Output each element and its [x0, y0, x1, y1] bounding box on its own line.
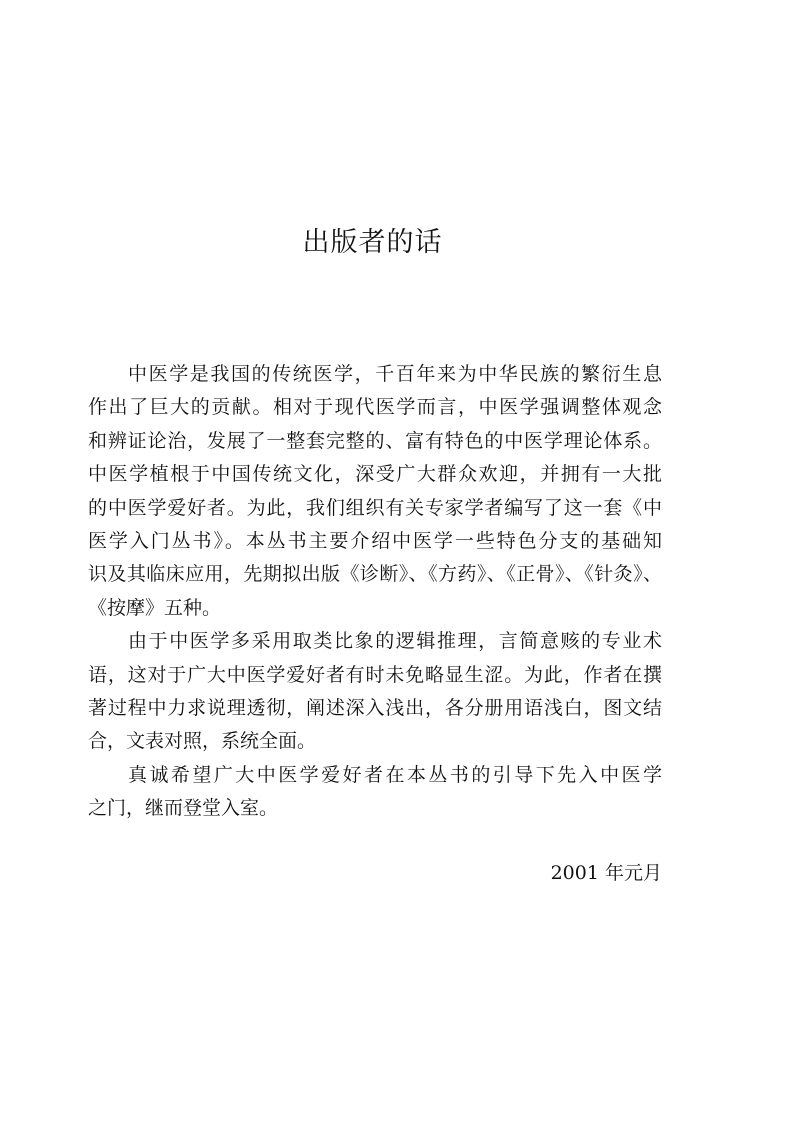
paragraph-2	[88, 625, 662, 759]
paragraph-1	[88, 358, 662, 625]
text-line: 语，这对于广大中医学爱好者有时未免略显生涩。为此，作者在撰	[88, 663, 662, 686]
page-title: 出版者的话	[302, 227, 443, 258]
date-signature: 2001 年元月	[550, 862, 662, 884]
text-line: 著过程中力求说理透彻，阐述深入浅出，各分册用语浅白，图文结	[88, 696, 662, 719]
paragraph-3	[88, 759, 662, 826]
text-line: 真诚希望广大中医学爱好者在本丛书的引导下先入中医学	[128, 763, 662, 786]
text-line: 中医学是我国的传统医学，千百年来为中华民族的繁衍生息	[128, 363, 662, 385]
preface-body	[88, 358, 662, 825]
text-line: 《按摩》五种。	[88, 596, 222, 619]
text-line: 之门，继而登堂入室。	[88, 797, 279, 820]
text-line: 作出了巨大的贡献。相对于现代医学而言，中医学强调整体观念	[88, 396, 662, 419]
text-line: 的中医学爱好者。为此，我们组织有关专家学者编写了这一套《中	[88, 496, 662, 519]
text-line: 医学入门丛书》。本丛书主要介绍中医学一些特色分支的基础知	[88, 529, 662, 552]
text-line: 合，文表对照，系统全面。	[88, 730, 317, 753]
text-line: 中医学植根于中国传统文化，深受广大群众欢迎，并拥有一大批	[88, 463, 662, 486]
text-line: 和辨证论治，发展了一整套完整的、富有特色的中医学理论体系。	[88, 429, 662, 452]
text-line: 由于中医学多采用取类比象的逻辑推理，言简意赅的专业术	[128, 630, 662, 653]
text-line: 识及其临床应用，先期拟出版《诊断》、《方药》、《正骨》、《针灸》、	[88, 563, 662, 586]
